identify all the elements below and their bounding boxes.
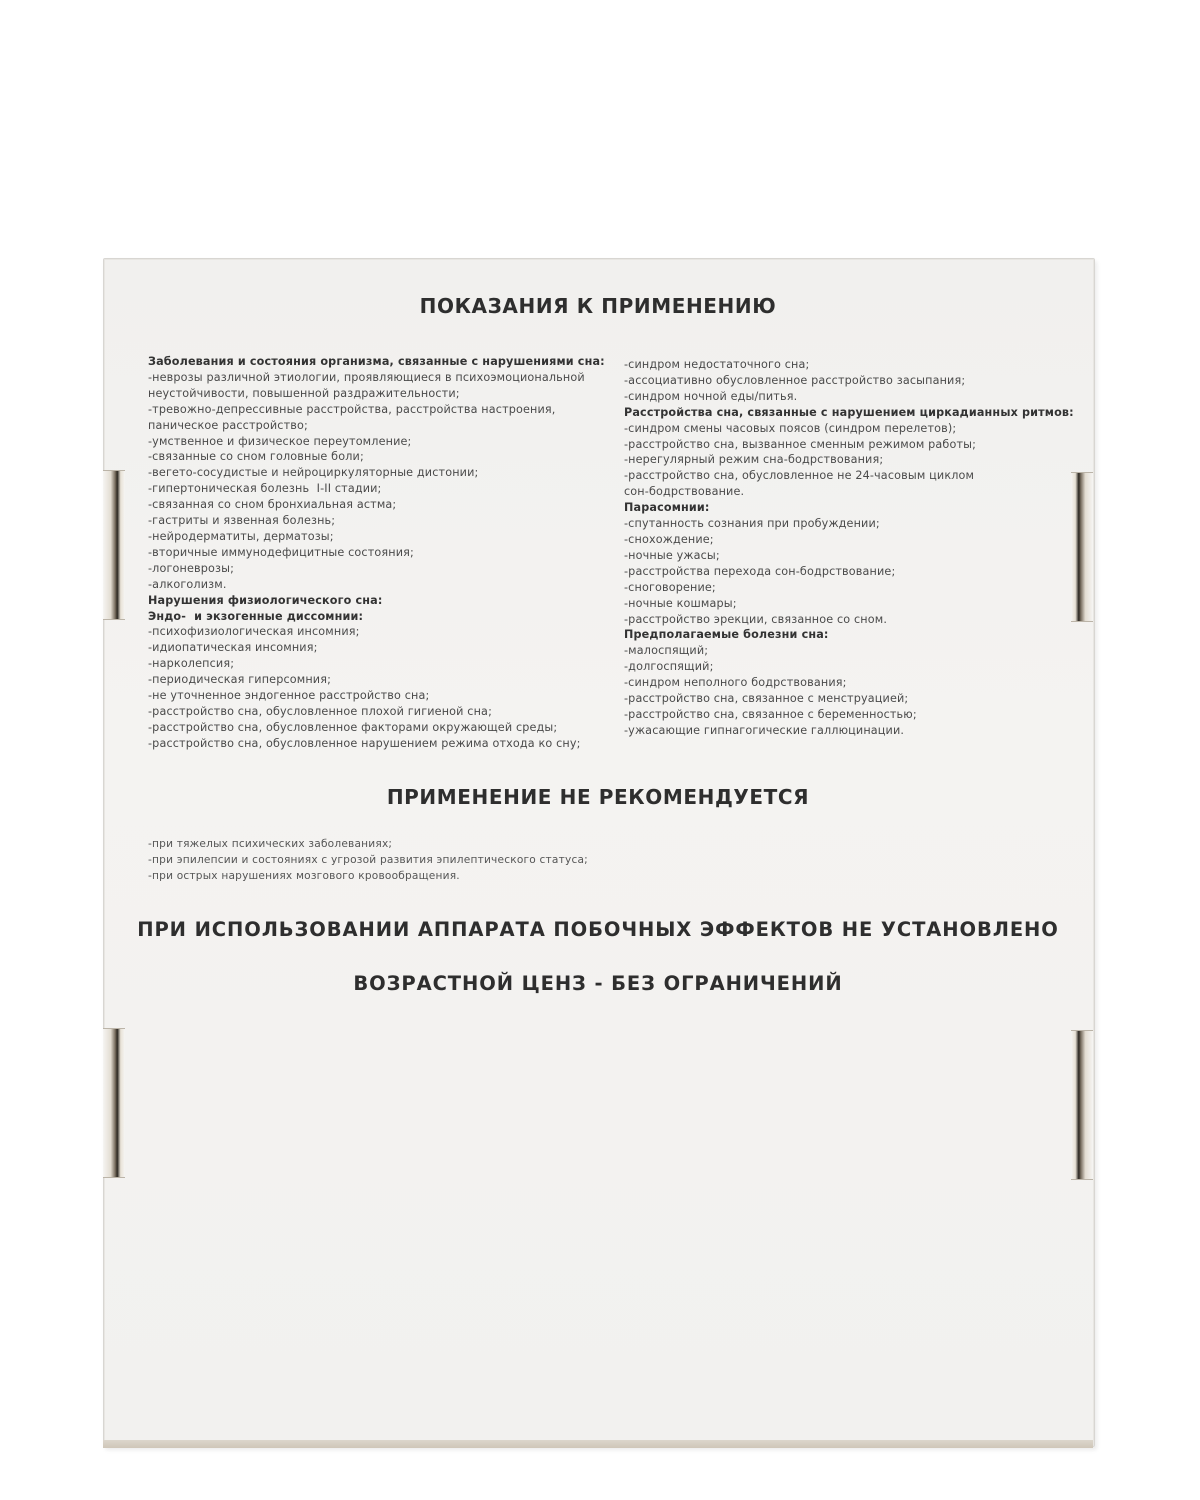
indication-item: -связанная со сном бронхиальная астма; <box>148 498 397 512</box>
right-lower-tab-slot <box>1071 1030 1093 1180</box>
indication-item: -вторичные иммунодефицитные состояния; <box>148 545 414 559</box>
indication-item: -ночные кошмары; <box>624 596 737 610</box>
indication-heading: Парасомнии: <box>624 501 710 515</box>
indication-item: -нарколепсия; <box>148 657 235 671</box>
indication-item: -расстройство эрекции, связанное со сном. <box>624 612 888 626</box>
contraindications-title: ПРИМЕНЕНИЕ НЕ РЕКОМЕНДУЕТСЯ <box>386 785 810 809</box>
indications-right-column <box>624 357 1074 739</box>
indication-item: -вегето-сосудистые и нейроциркуляторные дистонии; <box>148 466 479 480</box>
indication-item: -психофизиологическая инсомния; <box>148 625 360 639</box>
indications-title: ПОКАЗАНИЯ К ПРИМЕНЕНИЮ <box>419 294 777 318</box>
indication-item: -ассоциативно обусловленное расстройство засыпания; <box>624 373 966 387</box>
left-lower-tab-slot <box>103 1028 125 1178</box>
indication-heading: Расстройства сна, связанные с нарушением циркадианных ритмов: <box>624 405 1074 419</box>
indication-item: -расстройство сна, вызванное сменным режимом работы; <box>624 437 977 451</box>
indication-item: -ужасающие гипнагогические галлюцинации. <box>624 723 905 737</box>
indication-item: -малоспящий; <box>624 644 709 658</box>
indication-item: -долгоспящий; <box>624 660 714 674</box>
right-upper-tab-slot <box>1071 472 1093 622</box>
indication-heading: Заболевания и состояния организма, связанные с нарушениями сна: <box>148 355 605 368</box>
indication-item: -расстройство сна, обусловленное факторами окружающей среды; <box>148 720 558 734</box>
indication-item: -снохождение; <box>624 532 714 546</box>
indication-item: -расстройство сна, связанное с менструацией; <box>624 692 909 706</box>
contraindications-list <box>148 836 588 884</box>
indication-item: -ночные ужасы; <box>624 548 720 562</box>
indication-item: -расстройства перехода сон-бодрствование; <box>624 564 896 578</box>
indication-item: -сноговорение; <box>624 580 716 594</box>
indication-heading: Предполагаемые болезни сна: <box>624 628 829 642</box>
indication-heading: Нарушения физиологического сна: <box>148 593 383 607</box>
indication-item: -периодическая гиперсомния; <box>148 673 332 687</box>
indication-item: -неврозы различной этиологии, проявляющиеся в психоэмоциональной <box>148 370 585 384</box>
indication-item: -идиопатическая инсомния; <box>148 641 318 655</box>
indication-item: -расстройство сна, связанное с беременностью; <box>624 707 917 721</box>
indication-item: -алкоголизм. <box>148 577 227 591</box>
indication-item: -нерегулярный режим сна-бодрствования; <box>624 453 884 467</box>
indications-left-column <box>148 354 605 752</box>
indication-item: -гастриты и язвенная болезнь; <box>148 514 336 528</box>
age-restriction-note: ВОЗРАСТНОЙ ЦЕНЗ - БЕЗ ОГРАНИЧЕНИЙ <box>353 972 843 995</box>
indication-item: -синдром неполного бодрствования; <box>624 676 847 690</box>
indication-item: неустойчивости, повышенной раздражительности; <box>148 386 460 400</box>
indication-item: -тревожно-депрессивные расстройства, расстройства настроения, <box>148 402 556 416</box>
indication-item: -расстройство сна, обусловленное не 24-часовым циклом <box>624 469 975 483</box>
contraindication-item: -при острых нарушениях мозгового кровообращения. <box>148 870 460 882</box>
indication-item: паническое расстройство; <box>148 418 308 432</box>
indication-item: -умственное и физическое переутомление; <box>148 434 412 448</box>
indication-item: -не уточненное эндогенное расстройство сна; <box>148 689 430 703</box>
indication-item: -логоневрозы; <box>148 561 234 575</box>
indication-item: -синдром ночной еды/питья. <box>624 389 798 403</box>
package-bottom-edge <box>103 1440 1093 1448</box>
indication-item: -нейродерматиты, дерматозы; <box>148 529 334 543</box>
left-upper-tab-slot <box>103 470 125 620</box>
side-effects-note: ПРИ ИСПОЛЬЗОВАНИИ АППАРАТА ПОБОЧНЫХ ЭФФЕКТОВ НЕ УСТАНОВЛЕНО <box>137 918 1059 941</box>
indication-heading: Эндо- и экзогенные диссомнии: <box>148 609 364 623</box>
indication-item: -синдром смены часовых поясов (синдром перелетов); <box>624 421 957 435</box>
indication-item: -спутанность сознания при пробуждении; <box>624 517 880 531</box>
indication-item: -синдром недостаточного сна; <box>624 358 810 371</box>
indication-item: сон-бодрствование. <box>624 485 745 499</box>
indication-item: -гипертоническая болезнь I-II стадии; <box>148 482 382 496</box>
indication-item: -расстройство сна, обусловленное нарушением режима отхода ко сну; <box>148 736 581 750</box>
contraindication-item: -при эпилепсии и состояниях с угрозой развития эпилептического статуса; <box>148 854 588 866</box>
indication-item: -расстройство сна, обусловленное плохой гигиеной сна; <box>148 704 492 718</box>
contraindication-item: -при тяжелых психических заболеваниях; <box>148 838 393 850</box>
indication-item: -связанные со сном головные боли; <box>148 450 364 464</box>
